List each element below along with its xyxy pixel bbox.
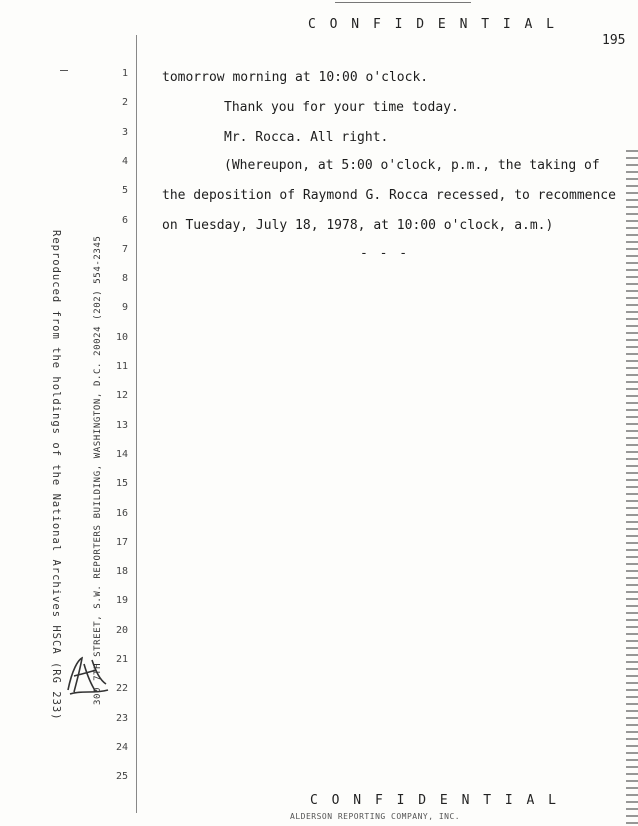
line-number: 12 (115, 390, 128, 402)
top-rule (335, 2, 471, 3)
line-number: 22 (115, 683, 128, 695)
section-separator: - - - (360, 246, 410, 261)
line-number: 20 (115, 624, 128, 636)
header-confidential: C O N F I D E N T I A L (308, 17, 558, 32)
scan-edge-noise (626, 150, 638, 826)
margin-rule (136, 35, 137, 813)
text-line-2: Thank you for your time today. (224, 100, 459, 115)
line-number: 9 (121, 302, 128, 314)
line-number: 19 (115, 595, 128, 607)
line-number: 8 (121, 273, 128, 285)
line-number: 2 (121, 97, 128, 109)
line-number: 24 (115, 741, 128, 753)
handwritten-initials (62, 650, 112, 700)
line-number: 23 (115, 712, 128, 724)
line-number: 16 (115, 507, 128, 519)
line-number: 13 (115, 419, 128, 431)
line-number: 3 (121, 126, 128, 138)
line-number: 11 (115, 361, 128, 372)
text-line-4: (Whereupon, at 5:00 o'clock, p.m., the taking of (224, 158, 600, 173)
line-number: 17 (115, 536, 128, 548)
page-number: 195 (602, 33, 626, 48)
text-line-6: on Tuesday, July 18, 1978, at 10:00 o'clock, a.m.) (162, 218, 554, 233)
line-number: 6 (121, 214, 128, 226)
text-line-3: Mr. Rocca. All right. (224, 130, 389, 145)
line-number: 7 (121, 243, 128, 255)
footer-company: ALDERSON REPORTING COMPANY, INC. (290, 812, 461, 821)
archives-note: Reproduced from the holdings of the National Archives HSCA (RG 233) (50, 230, 62, 721)
line-number: 1 (121, 68, 128, 79)
line-number: 18 (115, 566, 128, 578)
footer-confidential: C O N F I D E N T I A L (310, 793, 560, 808)
line-number: 25 (115, 771, 128, 783)
text-line-1: tomorrow morning at 10:00 o'clock. (162, 70, 429, 85)
text-line-5: the deposition of Raymond G. Rocca recessed, to recommence (162, 188, 616, 203)
line-number: 15 (115, 478, 128, 490)
line-number: 5 (121, 185, 128, 197)
line-number: 14 (115, 448, 128, 460)
line-number: 4 (121, 155, 128, 167)
line-number: 21 (115, 654, 128, 665)
reporters-address: 300 7TH STREET, S.W. REPORTERS BUILDING, WASHINGTON, D.C. 20024 (202) 554-2345 (93, 235, 103, 705)
line-number: 10 (115, 331, 128, 343)
margin-mark (60, 70, 68, 71)
